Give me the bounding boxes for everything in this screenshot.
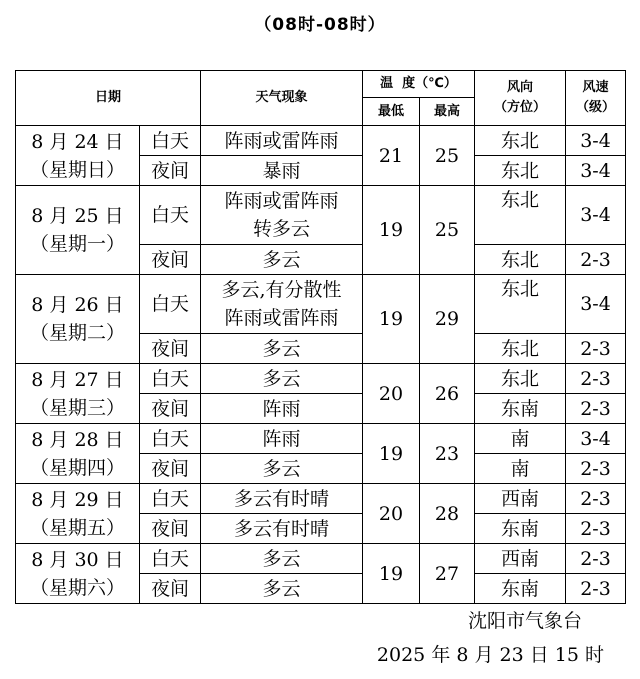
day-row [16, 484, 626, 514]
wind-speed-night: 2-3 [566, 574, 626, 604]
wind-direction-day: 东北 [475, 126, 566, 156]
period-night: 夜间 [140, 245, 201, 275]
day-row [16, 126, 626, 156]
temp-max: 27 [420, 544, 475, 604]
date-label: 8 月 25 日 [31, 205, 124, 227]
temp-max: 28 [420, 484, 475, 544]
temp-min: 19 [363, 544, 420, 604]
period-day: 白天 [140, 544, 201, 574]
header-date: 日期 [16, 71, 201, 126]
day-row [16, 424, 626, 454]
date-label: 8 月 29 日 [31, 488, 124, 511]
weather-text: 暴雨 [262, 159, 301, 182]
temp-max: 25 [420, 186, 475, 275]
wind-speed-day: 3-4 [566, 126, 626, 156]
wind-speed-day: 3-4 [566, 275, 626, 334]
issue-time: 2025 年 8 月 23 日 15 时 [376, 644, 604, 666]
wind-direction-night: 东北 [475, 156, 566, 186]
weather-text: 阵雨 [262, 397, 301, 420]
header-wind-speed-line1: 风速 [582, 80, 609, 95]
temp-max: 26 [420, 364, 475, 424]
date-label: 8 月 24 日 [31, 130, 124, 153]
temp-max: 23 [420, 424, 475, 484]
weather-text: 多云有时晴 [233, 517, 329, 540]
weather-text: 阵雨或雷阵雨 [224, 129, 339, 152]
wind-direction-day: 南 [475, 424, 566, 454]
period-day: 白天 [140, 126, 201, 156]
temp-min: 19 [363, 275, 420, 364]
weather-day [201, 186, 363, 245]
wind-direction-night: 东北 [475, 334, 566, 364]
date-cell [16, 275, 140, 364]
weather-day [201, 364, 363, 394]
temp-min: 20 [363, 484, 420, 544]
period-day: 白天 [140, 424, 201, 454]
weather-day [201, 544, 363, 574]
weather-text: 多云,有分散性 [221, 279, 342, 301]
header-wind-direction-line2: （方位） [493, 100, 546, 115]
weather-text: 阵雨或雷阵雨 [224, 190, 339, 212]
period-night: 夜间 [140, 514, 201, 544]
weather-text: 多云 [262, 457, 301, 480]
wind-direction-night: 东南 [475, 514, 566, 544]
day-row [16, 186, 626, 245]
weather-night [201, 454, 363, 484]
weather-night [201, 156, 363, 186]
wind-speed-day: 2-3 [566, 364, 626, 394]
weather-text: 多云 [262, 248, 301, 271]
wind-speed-day: 2-3 [566, 484, 626, 514]
weekday-label: （星期六） [29, 576, 125, 599]
weather-night [201, 514, 363, 544]
wind-speed-night: 2-3 [566, 334, 626, 364]
wind-direction-night: 东北 [475, 245, 566, 275]
header-wind-speed [566, 71, 626, 126]
period-day: 白天 [140, 484, 201, 514]
header-wind-direction-line1: 风向 [506, 80, 533, 95]
wind-speed-night: 2-3 [566, 245, 626, 275]
wind-direction-day: 西南 [475, 484, 566, 514]
temp-min: 19 [363, 186, 420, 275]
header-wind-speed-line2: （级） [575, 100, 615, 115]
wind-speed-day: 2-3 [566, 544, 626, 574]
weather-text: 多云 [262, 547, 301, 570]
weather-night [201, 334, 363, 364]
date-label: 8 月 27 日 [31, 368, 124, 391]
period-night: 夜间 [140, 394, 201, 424]
header-temp-max: 最高 [420, 98, 475, 126]
wind-speed-night: 3-4 [566, 156, 626, 186]
weather-night [201, 245, 363, 275]
date-cell [16, 544, 140, 604]
period-day: 白天 [140, 186, 201, 245]
date-cell [16, 186, 140, 275]
wind-direction-night: 东南 [475, 574, 566, 604]
period-day: 白天 [140, 364, 201, 394]
date-label: 8 月 30 日 [31, 548, 124, 571]
day-row [16, 364, 626, 394]
date-cell [16, 364, 140, 424]
weather-day [201, 275, 363, 334]
header-temperature: 温 度（℃） [363, 71, 475, 98]
wind-direction-day: 东北 [475, 186, 566, 245]
weekday-label: （星期一） [29, 233, 125, 255]
weather-day [201, 126, 363, 156]
weather-text: 阵雨或雷阵雨 [224, 307, 339, 329]
weather-night [201, 394, 363, 424]
weather-day [201, 424, 363, 454]
weather-night [201, 574, 363, 604]
date-cell [16, 424, 140, 484]
wind-direction-night: 东南 [475, 394, 566, 424]
temp-max: 29 [420, 275, 475, 364]
weekday-label: （星期二） [29, 322, 125, 344]
weather-text: 多云 [262, 577, 301, 600]
weekday-label: （星期三） [29, 396, 125, 419]
page-title: （08时-08时） [254, 15, 386, 35]
period-night: 夜间 [140, 454, 201, 484]
wind-direction-night: 南 [475, 454, 566, 484]
header-temp-min: 最低 [363, 98, 420, 126]
day-row [16, 544, 626, 574]
wind-direction-day: 东北 [475, 364, 566, 394]
weather-text: 多云 [262, 367, 301, 390]
wind-speed-day: 3-4 [566, 424, 626, 454]
header-wind-direction [475, 71, 566, 126]
issuing-office: 沈阳市气象台 [467, 610, 582, 632]
weekday-label: （星期日） [29, 158, 125, 181]
forecast-table [15, 70, 626, 604]
weather-text: 多云 [262, 337, 301, 360]
date-cell [16, 484, 140, 544]
wind-speed-night: 2-3 [566, 394, 626, 424]
date-label: 8 月 26 日 [31, 294, 124, 316]
wind-speed-night: 2-3 [566, 514, 626, 544]
period-night: 夜间 [140, 574, 201, 604]
date-label: 8 月 28 日 [31, 428, 124, 451]
temp-max: 25 [420, 126, 475, 186]
weekday-label: （星期四） [29, 456, 125, 479]
wind-speed-day: 3-4 [566, 186, 626, 245]
period-day: 白天 [140, 275, 201, 334]
wind-speed-night: 2-3 [566, 454, 626, 484]
period-night: 夜间 [140, 334, 201, 364]
weather-text: 转多云 [252, 218, 310, 240]
weather-text: 阵雨 [262, 427, 301, 450]
temp-min: 21 [363, 126, 420, 186]
period-night: 夜间 [140, 156, 201, 186]
header-weather: 天气现象 [201, 71, 363, 126]
weather-text: 多云有时晴 [233, 487, 329, 510]
date-cell [16, 126, 140, 186]
wind-direction-day: 东北 [475, 275, 566, 334]
wind-direction-day: 西南 [475, 544, 566, 574]
day-row [16, 275, 626, 334]
temp-min: 20 [363, 364, 420, 424]
temp-min: 19 [363, 424, 420, 484]
weekday-label: （星期五） [29, 516, 125, 539]
weather-day [201, 484, 363, 514]
